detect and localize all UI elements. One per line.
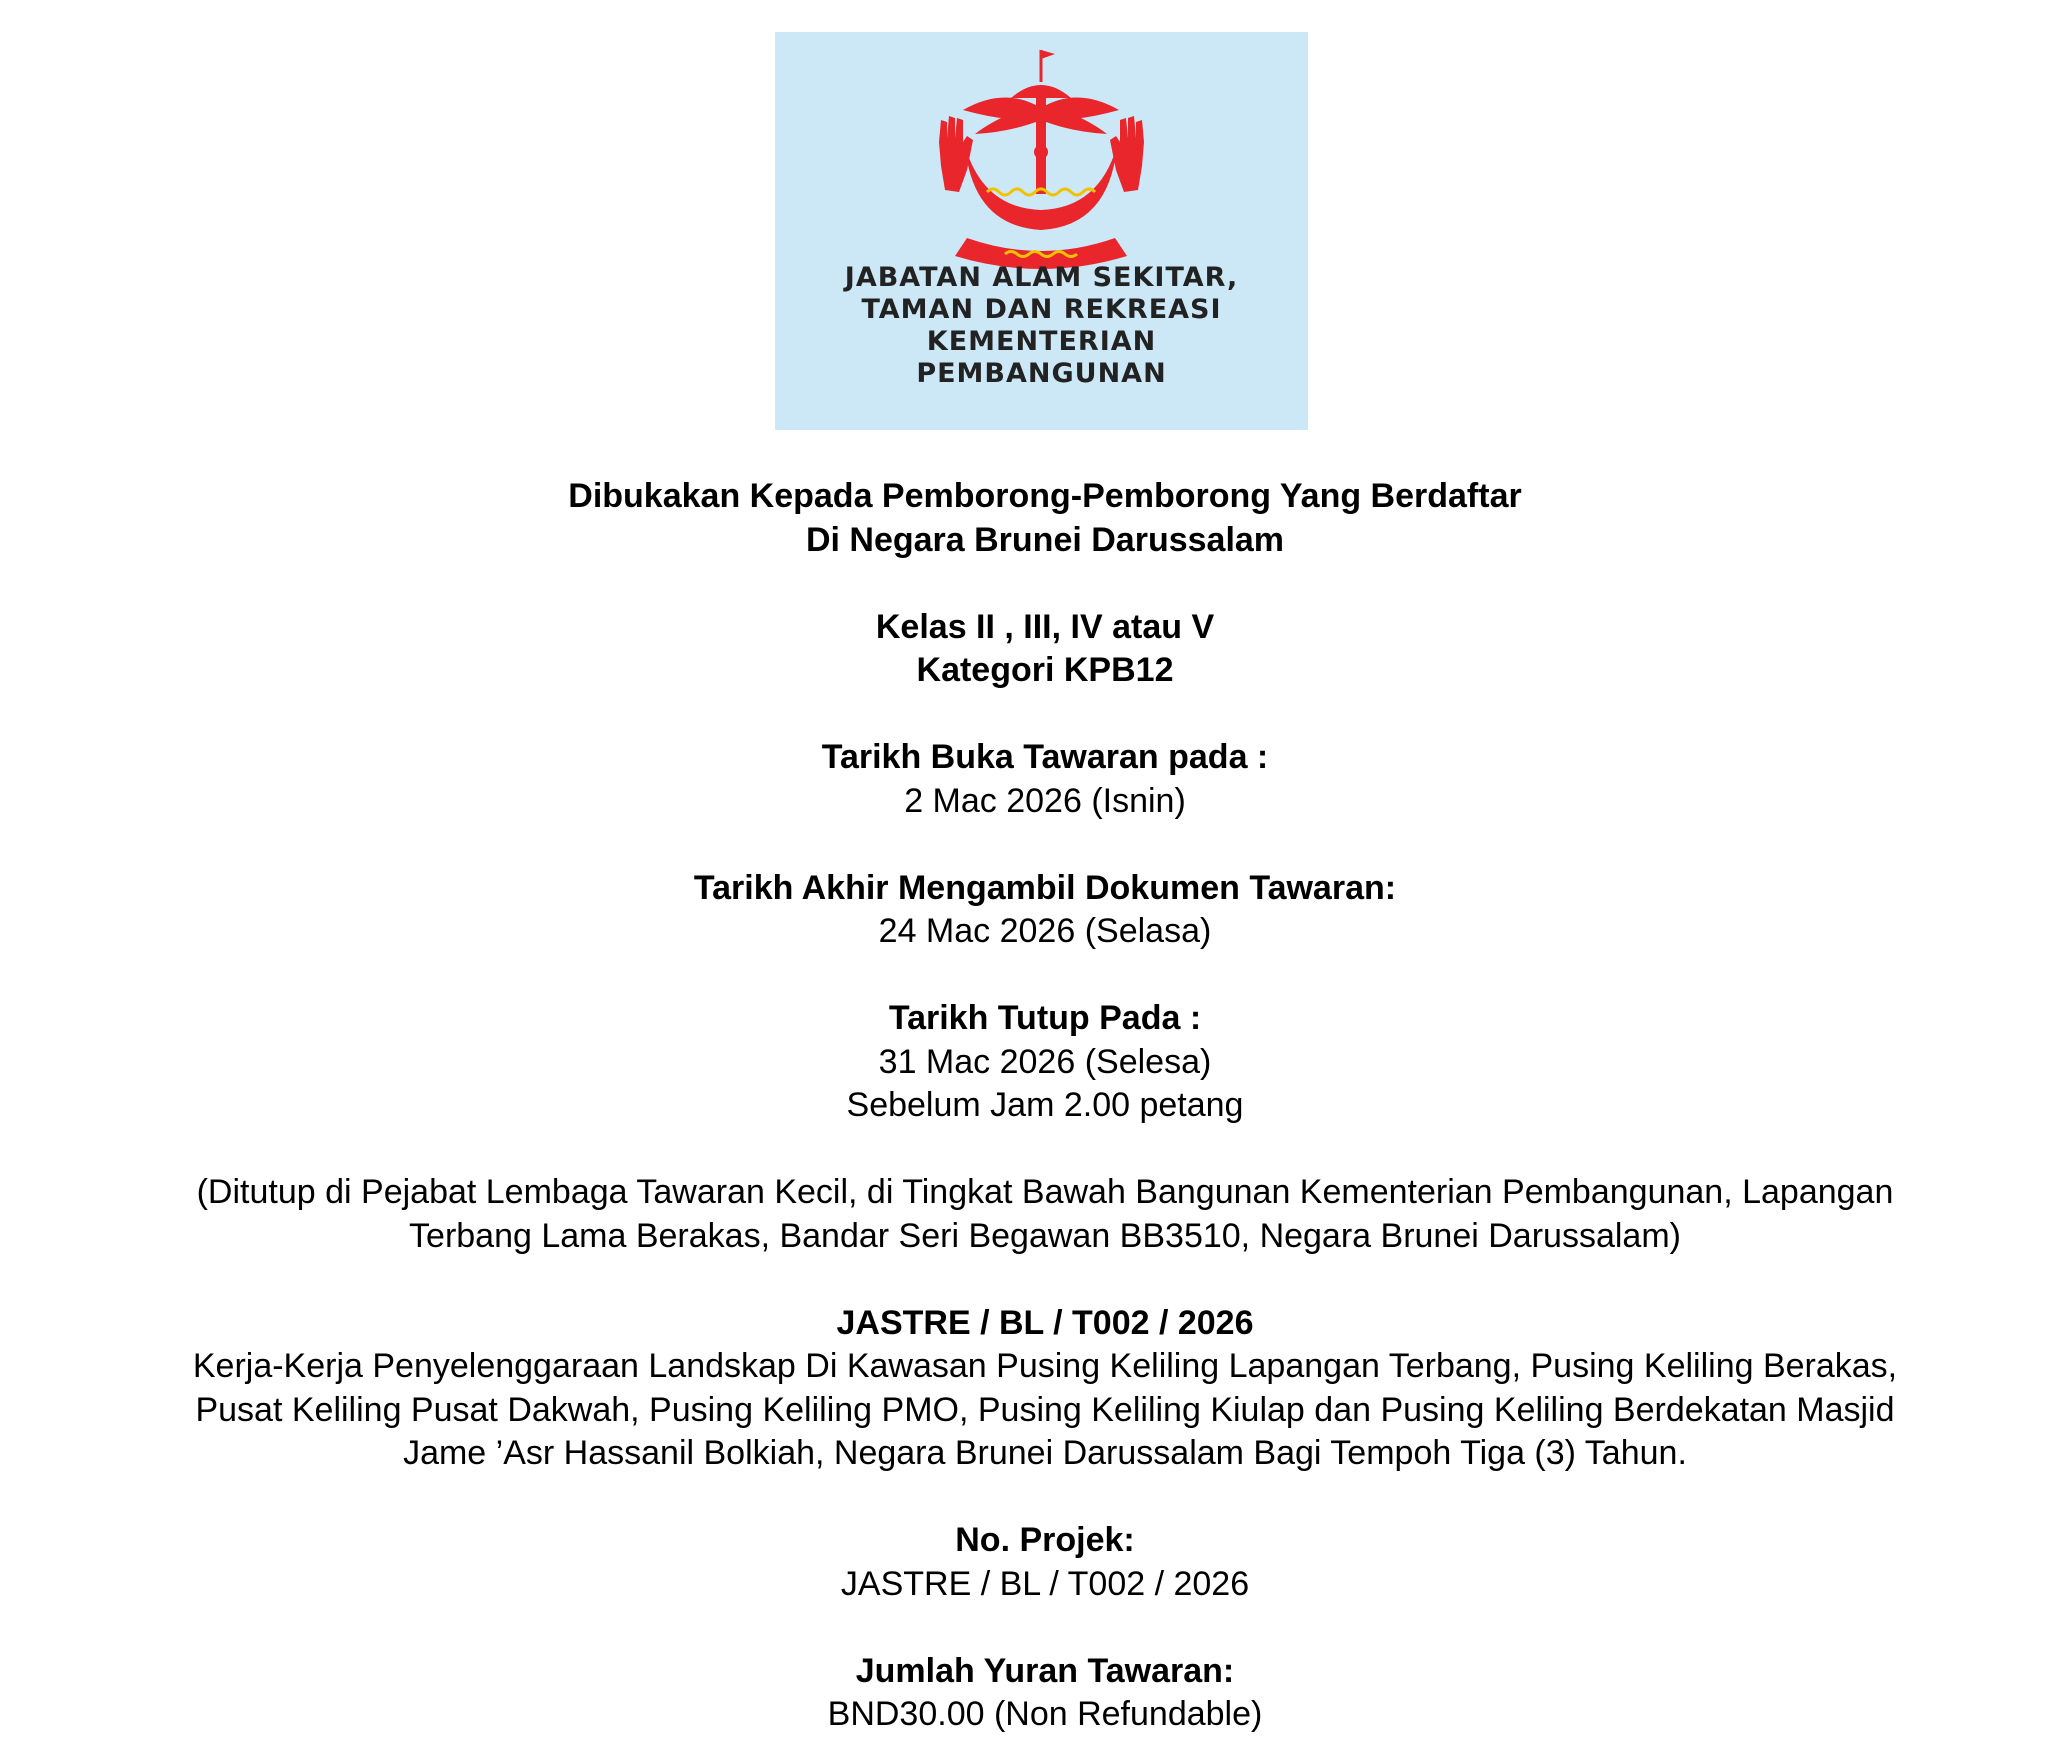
document-deadline-heading: Tarikh Akhir Mengambil Dokumen Tawaran: (693, 868, 1397, 907)
department-logo (775, 32, 1308, 430)
tender-title-line: Pusat Keliling Pusat Dakwah, Pusing Keliling PMO, Pusing Keliling Kiulap dan Pusing Keliling Berdekatan Masjid (195, 1390, 1895, 1429)
closing-location-line: Terbang Lama Berakas, Bandar Seri Begawan BB3510, Negara Brunei Darussalam) (409, 1216, 1681, 1255)
contractor-category: Kategori KPB12 (916, 651, 1174, 689)
contractor-class: Kelas II , III, IV atau V (875, 607, 1215, 646)
department-name (775, 262, 1308, 390)
tender-fee: BND30.00 (Non Refundable) (827, 1695, 1263, 1733)
tender-notice (80, 475, 2010, 1737)
department-name-line: JABATAN ALAM SEKITAR, (844, 262, 1239, 293)
project-number: JASTRE / BL / T002 / 2026 (840, 1564, 1250, 1603)
project-number-heading: No. Projek: (955, 1521, 1135, 1559)
eligibility-line: Dibukakan Kepada Pemborong-Pemborong Yang Berdaftar (568, 477, 1522, 515)
department-name-line: TAMAN DAN REKREASI (861, 294, 1222, 325)
tender-fee-heading: Jumlah Yuran Tawaran: (855, 1651, 1235, 1690)
closing-date-heading: Tarikh Tutup Pada : (888, 999, 1202, 1037)
tender-title-line: Kerja-Kerja Penyelenggaraan Landskap Di Kawasan Pusing Keliling Lapangan Terbang, Pusing Keliling Berakas, (192, 1347, 1898, 1385)
tender-reference: JASTRE / BL / T002 / 2026 (836, 1303, 1254, 1342)
closing-time: Sebelum Jam 2.00 petang (846, 1086, 1244, 1124)
tender-title-line: Jame ’Asr Hassanil Bolkiah, Negara Brunei Darussalam Bagi Tempoh Tiga (3) Tahun. (403, 1434, 1687, 1472)
closing-date: 31 Mac 2026 (Selesa) (878, 1042, 1212, 1081)
department-name-line: KEMENTERIAN (926, 326, 1157, 357)
closing-location-line: (Ditutup di Pejabat Lembaga Tawaran Kecil, di Tingkat Bawah Bangunan Kementerian Pembangunan, Lapangan (196, 1173, 1894, 1211)
document-deadline: 24 Mac 2026 (Selasa) (878, 912, 1212, 950)
brunei-crest-icon (915, 42, 1168, 282)
department-name-line: PEMBANGUNAN (916, 358, 1167, 389)
open-date-heading: Tarikh Buka Tawaran pada : (821, 738, 1269, 776)
eligibility-line: Di Negara Brunei Darussalam (805, 520, 1285, 559)
open-date: 2 Mac 2026 (Isnin) (904, 781, 1186, 820)
